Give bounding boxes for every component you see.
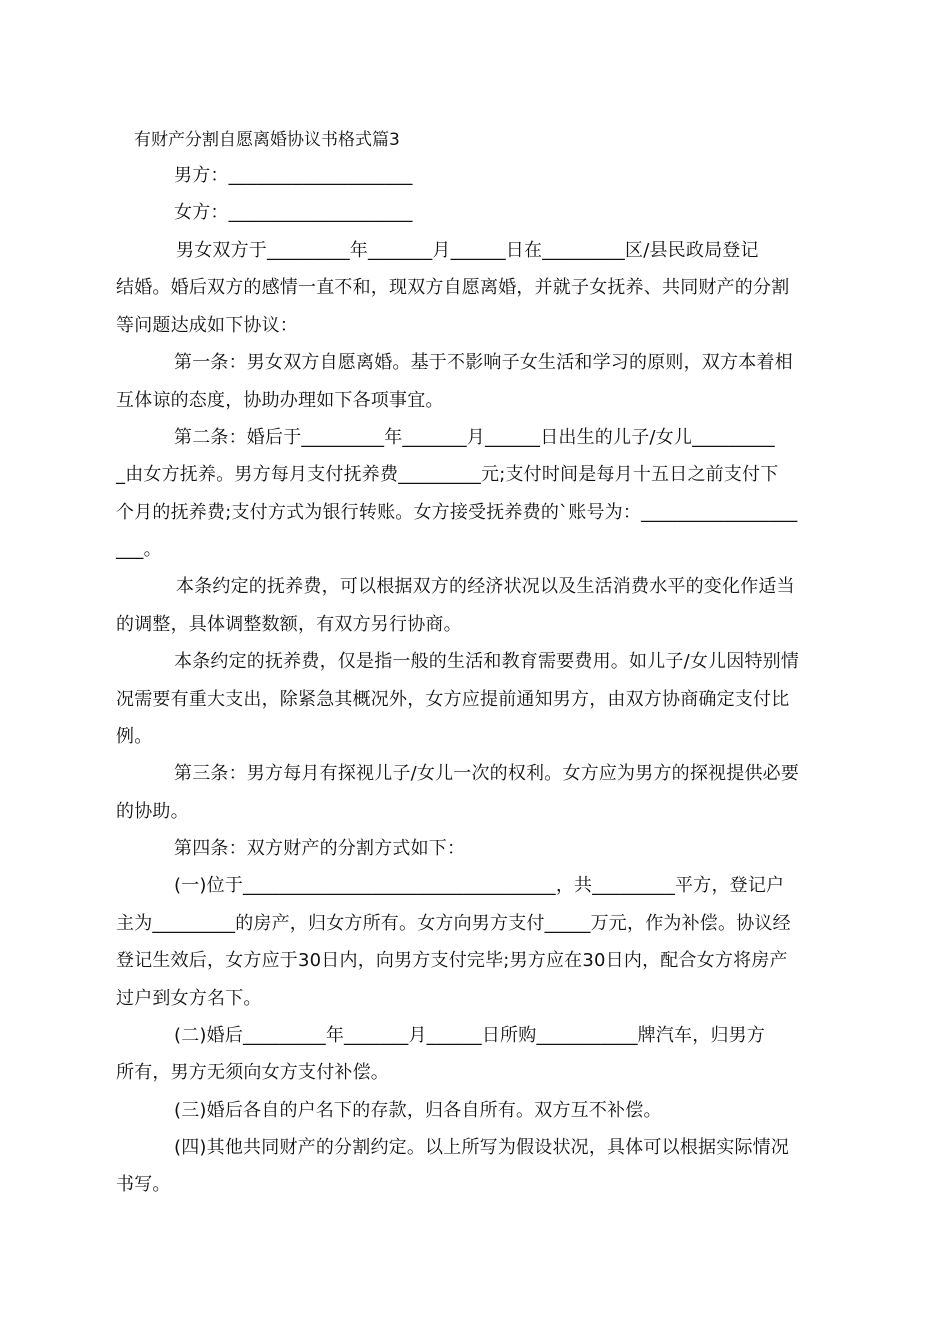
article-1-line-2: 互体谅的态度，协助办理如下各项事宜。 [116,390,444,411]
property-2-line-1: (二)婚后_________年_______月______日所购___________牌汽车，归男方 [174,1025,766,1046]
document-title: 有财产分割自愿离婚协议书格式篇3 [134,130,400,150]
property-1-line-4: 过户到女方名下。 [116,988,262,1009]
property-3-line: (三)婚后各自的户名下的存款，归各自所有。双方互不补偿。 [174,1100,662,1121]
male-party-line: 男方：____________________ [174,165,413,186]
intro-line-3: 等问题达成如下协议： [116,315,298,336]
article-2-line-2: _由女方抚养。男方每月支付抚养费_________元;支付时间是每月十五日之前支付下 [116,464,779,485]
property-1-line-3: 登记生效后，女方应于30日内，向男方支付完毕;男方应在30日内，配合女方将房产 [116,950,788,971]
article-4-heading: 第四条：双方财产的分割方式如下： [174,838,466,859]
intro-line-2: 结婚。婚后双方的感情一直不和，现双方自愿离婚，并就子女抚养、共同财产的分割 [116,277,790,298]
property-4-line-1: (四)其他共同财产的分割约定。以上所写为假设状况，具体可以根据实际情况 [174,1137,790,1158]
support-scope-line-1: 本条约定的抚养费，仅是指一般的生活和教育需要费用。如儿子/女儿因特别情 [174,651,800,672]
article-3-line-2: 的协助。 [116,801,189,822]
female-party-line: 女方：____________________ [174,202,413,223]
support-scope-line-3: 例。 [116,726,153,747]
property-1-line-1: (一)位于__________________________________，共_________平方，登记户 [174,875,785,896]
support-adjust-line-2: 的调整，具体调整数额，有双方另行协商。 [116,614,462,635]
property-4-line-2: 书写。 [116,1174,171,1195]
article-2-line-3: 个月的抚养费;支付方式为银行转账。女方接受抚养费的`账号为：_________________ [116,502,798,523]
support-adjust-line-1: 本条约定的抚养费，可以根据双方的经济状况以及生活消费水平的变化作适当 [176,576,795,597]
property-1-line-2: 主为_________的房产，归女方所有。女方向男方支付_____万元，作为补偿。协议经 [116,913,791,934]
article-2-line-1: 第二条：婚后于_________年_______月______日出生的儿子/女儿_________ [174,427,775,448]
article-2-line-4: ___。 [116,539,162,560]
intro-line-1: 男女双方于_________年_______月______日在_________区/县民政局登记 [176,240,759,261]
support-scope-line-2: 况需要有重大支出，除紧急其概况外，女方应提前通知男方，由双方协商确定支付比 [116,689,790,710]
property-2-line-2: 所有，男方无须向女方支付补偿。 [116,1062,389,1083]
article-1-line-1: 第一条：男女双方自愿离婚。基于不影响子女生活和学习的原则，双方本着相 [174,352,793,373]
article-3-line-1: 第三条：男方每月有探视儿子/女儿一次的权利。女方应为男方的探视提供必要 [174,763,800,784]
